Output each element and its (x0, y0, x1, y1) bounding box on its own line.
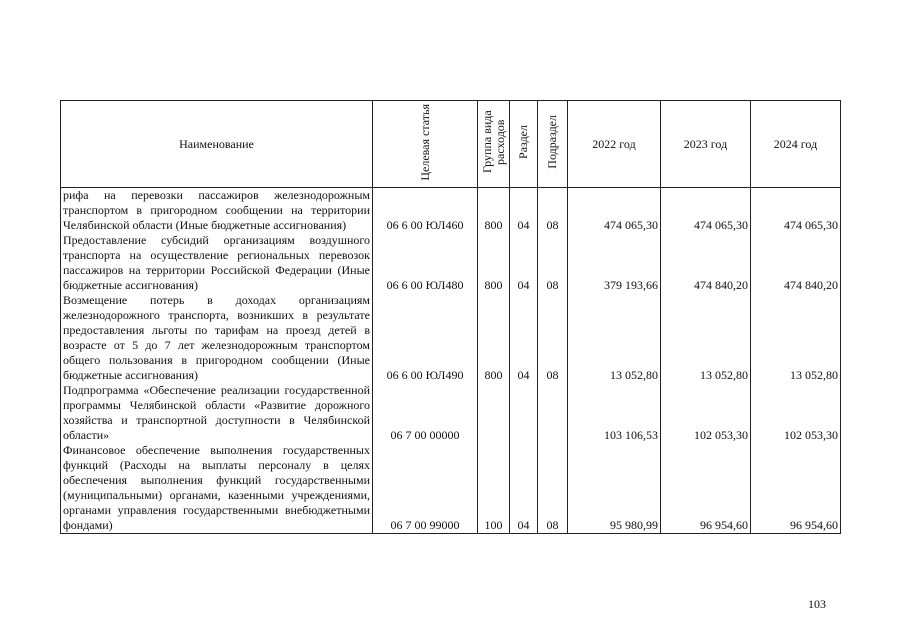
row-subsection: 08 (538, 188, 568, 234)
table-header-row (61, 101, 841, 188)
page-number: 103 (808, 597, 826, 611)
row-2024: 102 053,30 (751, 383, 841, 443)
row-section: 04 (510, 293, 538, 383)
row-section: 04 (510, 233, 538, 293)
header-name: Наименование (61, 101, 373, 188)
row-subsection: 08 (538, 293, 568, 383)
header-expense-group: Группа вида расходов (478, 101, 510, 188)
row-subsection: 08 (538, 233, 568, 293)
header-2023: 2023 год (661, 101, 751, 188)
row-target-article: 06 6 00 ЮЛ480 (373, 233, 478, 293)
row-target-article: 06 6 00 ЮЛ490 (373, 293, 478, 383)
table-row (61, 188, 841, 234)
row-2024: 474 840,20 (751, 233, 841, 293)
row-subsection: 08 (538, 443, 568, 534)
row-expense-group: 800 (478, 188, 510, 234)
row-target-article: 06 6 00 ЮЛ460 (373, 188, 478, 234)
row-subsection (538, 383, 568, 443)
row-name: Подпрограмма «Обеспечение реализации государственной программы Челябинской области «Развитие дорожного хозяйства и транспортной доступности в Челябинской области» (61, 383, 373, 443)
row-section: 04 (510, 443, 538, 534)
row-expense-group: 800 (478, 293, 510, 383)
row-2023: 13 052,80 (661, 293, 751, 383)
header-2024: 2024 год (751, 101, 841, 188)
row-section: 04 (510, 188, 538, 234)
document-page (60, 100, 841, 534)
row-expense-group (478, 383, 510, 443)
row-2024: 96 954,60 (751, 443, 841, 534)
row-2022: 474 065,30 (568, 188, 661, 234)
row-2023: 96 954,60 (661, 443, 751, 534)
row-2023: 102 053,30 (661, 383, 751, 443)
header-2022: 2022 год (568, 101, 661, 188)
table-row (61, 383, 841, 443)
row-name: Возмещение потерь в доходах организациям железнодорожного транспорта, возникших в результате предоставления льготы по тарифам на проезд детей в возрасте от 5 до 7 лет железнодорожным транспортом общего пользования в пригородном сообщении (Иные бюджетные ассигнования) (61, 293, 373, 383)
row-target-article: 06 7 00 99000 (373, 443, 478, 534)
row-2022: 95 980,99 (568, 443, 661, 534)
row-target-article: 06 7 00 00000 (373, 383, 478, 443)
row-name: Финансовое обеспечение выполнения государственных функций (Расходы на выплаты персоналу в целях обеспечения выполнения функций государственными (муниципальными) органами, казенными учреждениями, органами управления государственными внебюджетными фондами) (61, 443, 373, 534)
row-name: рифа на перевозки пассажиров железнодорожным транспортом в пригородном сообщении на территории Челябинской области (Иные бюджетные ассигнования) (61, 188, 373, 234)
table-row (61, 233, 841, 293)
row-expense-group: 800 (478, 233, 510, 293)
row-2022: 103 106,53 (568, 383, 661, 443)
header-subsection: Подраздел (538, 101, 568, 188)
row-2024: 474 065,30 (751, 188, 841, 234)
row-2024: 13 052,80 (751, 293, 841, 383)
table-row (61, 443, 841, 534)
row-name: Предоставление субсидий организациям воздушного транспорта на осуществление региональных перевозок пассажиров на территории Российской Федерации (Иные бюджетные ассигнования) (61, 233, 373, 293)
row-2022: 13 052,80 (568, 293, 661, 383)
row-expense-group: 100 (478, 443, 510, 534)
budget-table (60, 100, 841, 534)
row-section (510, 383, 538, 443)
header-target-article: Целевая статья (373, 101, 478, 188)
row-2023: 474 840,20 (661, 233, 751, 293)
row-2023: 474 065,30 (661, 188, 751, 234)
row-2022: 379 193,66 (568, 233, 661, 293)
header-section: Раздел (510, 101, 538, 188)
table-row (61, 293, 841, 383)
